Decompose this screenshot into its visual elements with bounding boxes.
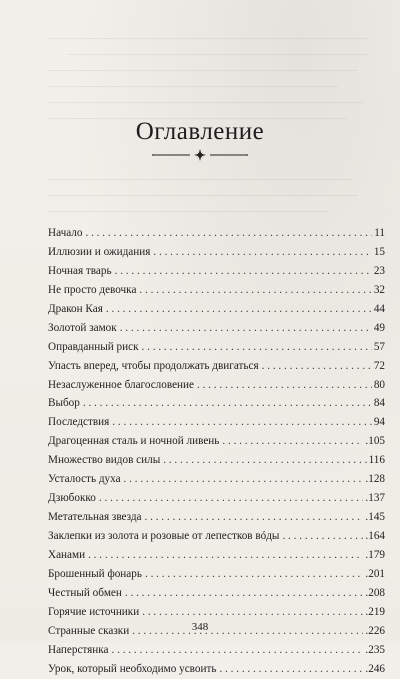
toc-leader-dots (142, 338, 372, 356)
toc-leader-dots (153, 243, 371, 261)
star-flourish-icon (150, 148, 250, 162)
toc-leader-dots (282, 527, 363, 545)
toc-entry-title: Метательная звезда (48, 511, 142, 524)
toc-entry-title: Упасть вперед, чтобы продолжать двигаться (48, 359, 259, 372)
toc-entry (48, 641, 385, 660)
toc-entry-page: 72 (373, 359, 385, 372)
toc-leader-dots (99, 489, 364, 507)
toc-entry-page: .164 (365, 530, 385, 542)
toc-entry-title: Честный обмен (48, 586, 122, 599)
toc-leader-dots (112, 413, 372, 431)
toc-entry-page: 44 (373, 302, 385, 315)
toc-entry-title: Оправданный риск (48, 340, 139, 353)
toc-entry-title: Наперстянка (48, 643, 109, 656)
toc-entry (48, 527, 385, 546)
toc-entry-title: Усталость духа (48, 473, 121, 486)
toc-entry-title: Ханами (48, 548, 86, 561)
toc-leader-dots (112, 641, 364, 659)
toc-entry (48, 660, 385, 679)
toc-entry (48, 432, 385, 451)
toc-entry-page: .226 (365, 624, 385, 637)
toc-entry-title: Дракон Кая (48, 302, 103, 315)
page-number: 348 (191, 621, 209, 633)
toc-leader-dots (106, 300, 372, 318)
toc-entry-title: Последствия (48, 416, 110, 429)
toc-entry-title: Не просто девочка (48, 283, 137, 296)
toc-entry-page: .179 (365, 548, 385, 561)
toc-leader-dots (120, 319, 372, 337)
toc-entry-page: .208 (365, 586, 385, 599)
toc-entry (48, 357, 385, 376)
toc-leader-dots (115, 262, 372, 280)
toc-leader-dots (142, 603, 363, 621)
toc-leader-dots (88, 546, 363, 564)
toc-entry-page: 11 (374, 227, 385, 239)
toc-entry-title: Урок, который необходимо усвоить (48, 662, 217, 675)
table-of-contents (48, 224, 385, 679)
toc-leader-dots (145, 508, 364, 526)
toc-entry (48, 413, 385, 432)
toc-entry (48, 394, 385, 413)
toc-entry-title: Иллюзии и ожидания (48, 245, 151, 258)
toc-entry (48, 262, 385, 281)
toc-entry (48, 451, 385, 470)
toc-entry (48, 224, 385, 243)
toc-entry-page: 84 (373, 397, 385, 410)
toc-entry-title: Заклепки из золота и розовые от лепестков вóды (48, 530, 280, 542)
toc-entry-title: Ночная тварь (48, 264, 112, 277)
toc-entry (48, 565, 385, 584)
toc-entry-page: 49 (373, 321, 385, 334)
toc-entry-title: Брошенный фонарь (48, 567, 142, 580)
toc-leader-dots (85, 224, 372, 242)
toc-entry-title: Горячие источники (48, 605, 140, 618)
toc-entry-title: Драгоценная сталь и ночной ливень (48, 435, 220, 448)
toc-leader-dots (197, 376, 372, 394)
toc-entry-page: .235 (365, 643, 385, 656)
toc-leader-dots (222, 432, 363, 450)
toc-entry-page: .219 (365, 605, 385, 618)
toc-leader-dots (83, 394, 372, 412)
toc-entry (48, 338, 385, 357)
toc-entry-title: Множество видов силы (48, 454, 161, 467)
toc-entry (48, 300, 385, 319)
toc-entry (48, 508, 385, 527)
toc-entry-page: .145 (365, 511, 385, 524)
toc-entry-page: 94 (373, 416, 385, 429)
toc-entry (48, 546, 385, 565)
page-title: Оглавление (135, 118, 265, 145)
toc-entry (48, 584, 385, 603)
toc-entry-title: Золотой замок (48, 321, 117, 334)
toc-entry-page: 23 (373, 264, 385, 277)
toc-leader-dots (125, 584, 364, 602)
toc-entry-page: .128 (365, 473, 385, 486)
toc-leader-dots (262, 357, 372, 375)
toc-leader-dots (163, 451, 366, 469)
toc-entry-page: .137 (365, 492, 385, 505)
toc-entry-page: 32 (373, 283, 385, 296)
toc-entry-page: .246 (365, 662, 385, 675)
toc-leader-dots (145, 565, 363, 583)
toc-entry (48, 603, 385, 622)
toc-entry-title: Дзюбокко (48, 492, 96, 505)
toc-entry (48, 243, 385, 262)
toc-leader-dots (124, 470, 364, 488)
toc-entry-page: .201 (365, 567, 385, 580)
toc-entry-title: Выбор (48, 397, 80, 410)
toc-entry (48, 376, 385, 395)
toc-entry-title: Начало (48, 227, 83, 239)
toc-entry (48, 281, 385, 300)
toc-leader-dots (139, 281, 371, 299)
toc-entry-page: 57 (373, 340, 385, 353)
toc-entry-title: Странные сказки (48, 624, 130, 637)
toc-entry-page: .105 (365, 435, 385, 448)
toc-leader-dots (219, 660, 363, 678)
toc-entry-page: 80 (373, 378, 385, 391)
toc-entry-page: 15 (373, 245, 385, 258)
toc-entry (48, 470, 385, 489)
toc-entry (48, 489, 385, 508)
toc-entry-title: Незаслуженное благословение (48, 378, 194, 391)
toc-entry-page: 116 (368, 454, 385, 467)
toc-entry (48, 319, 385, 338)
